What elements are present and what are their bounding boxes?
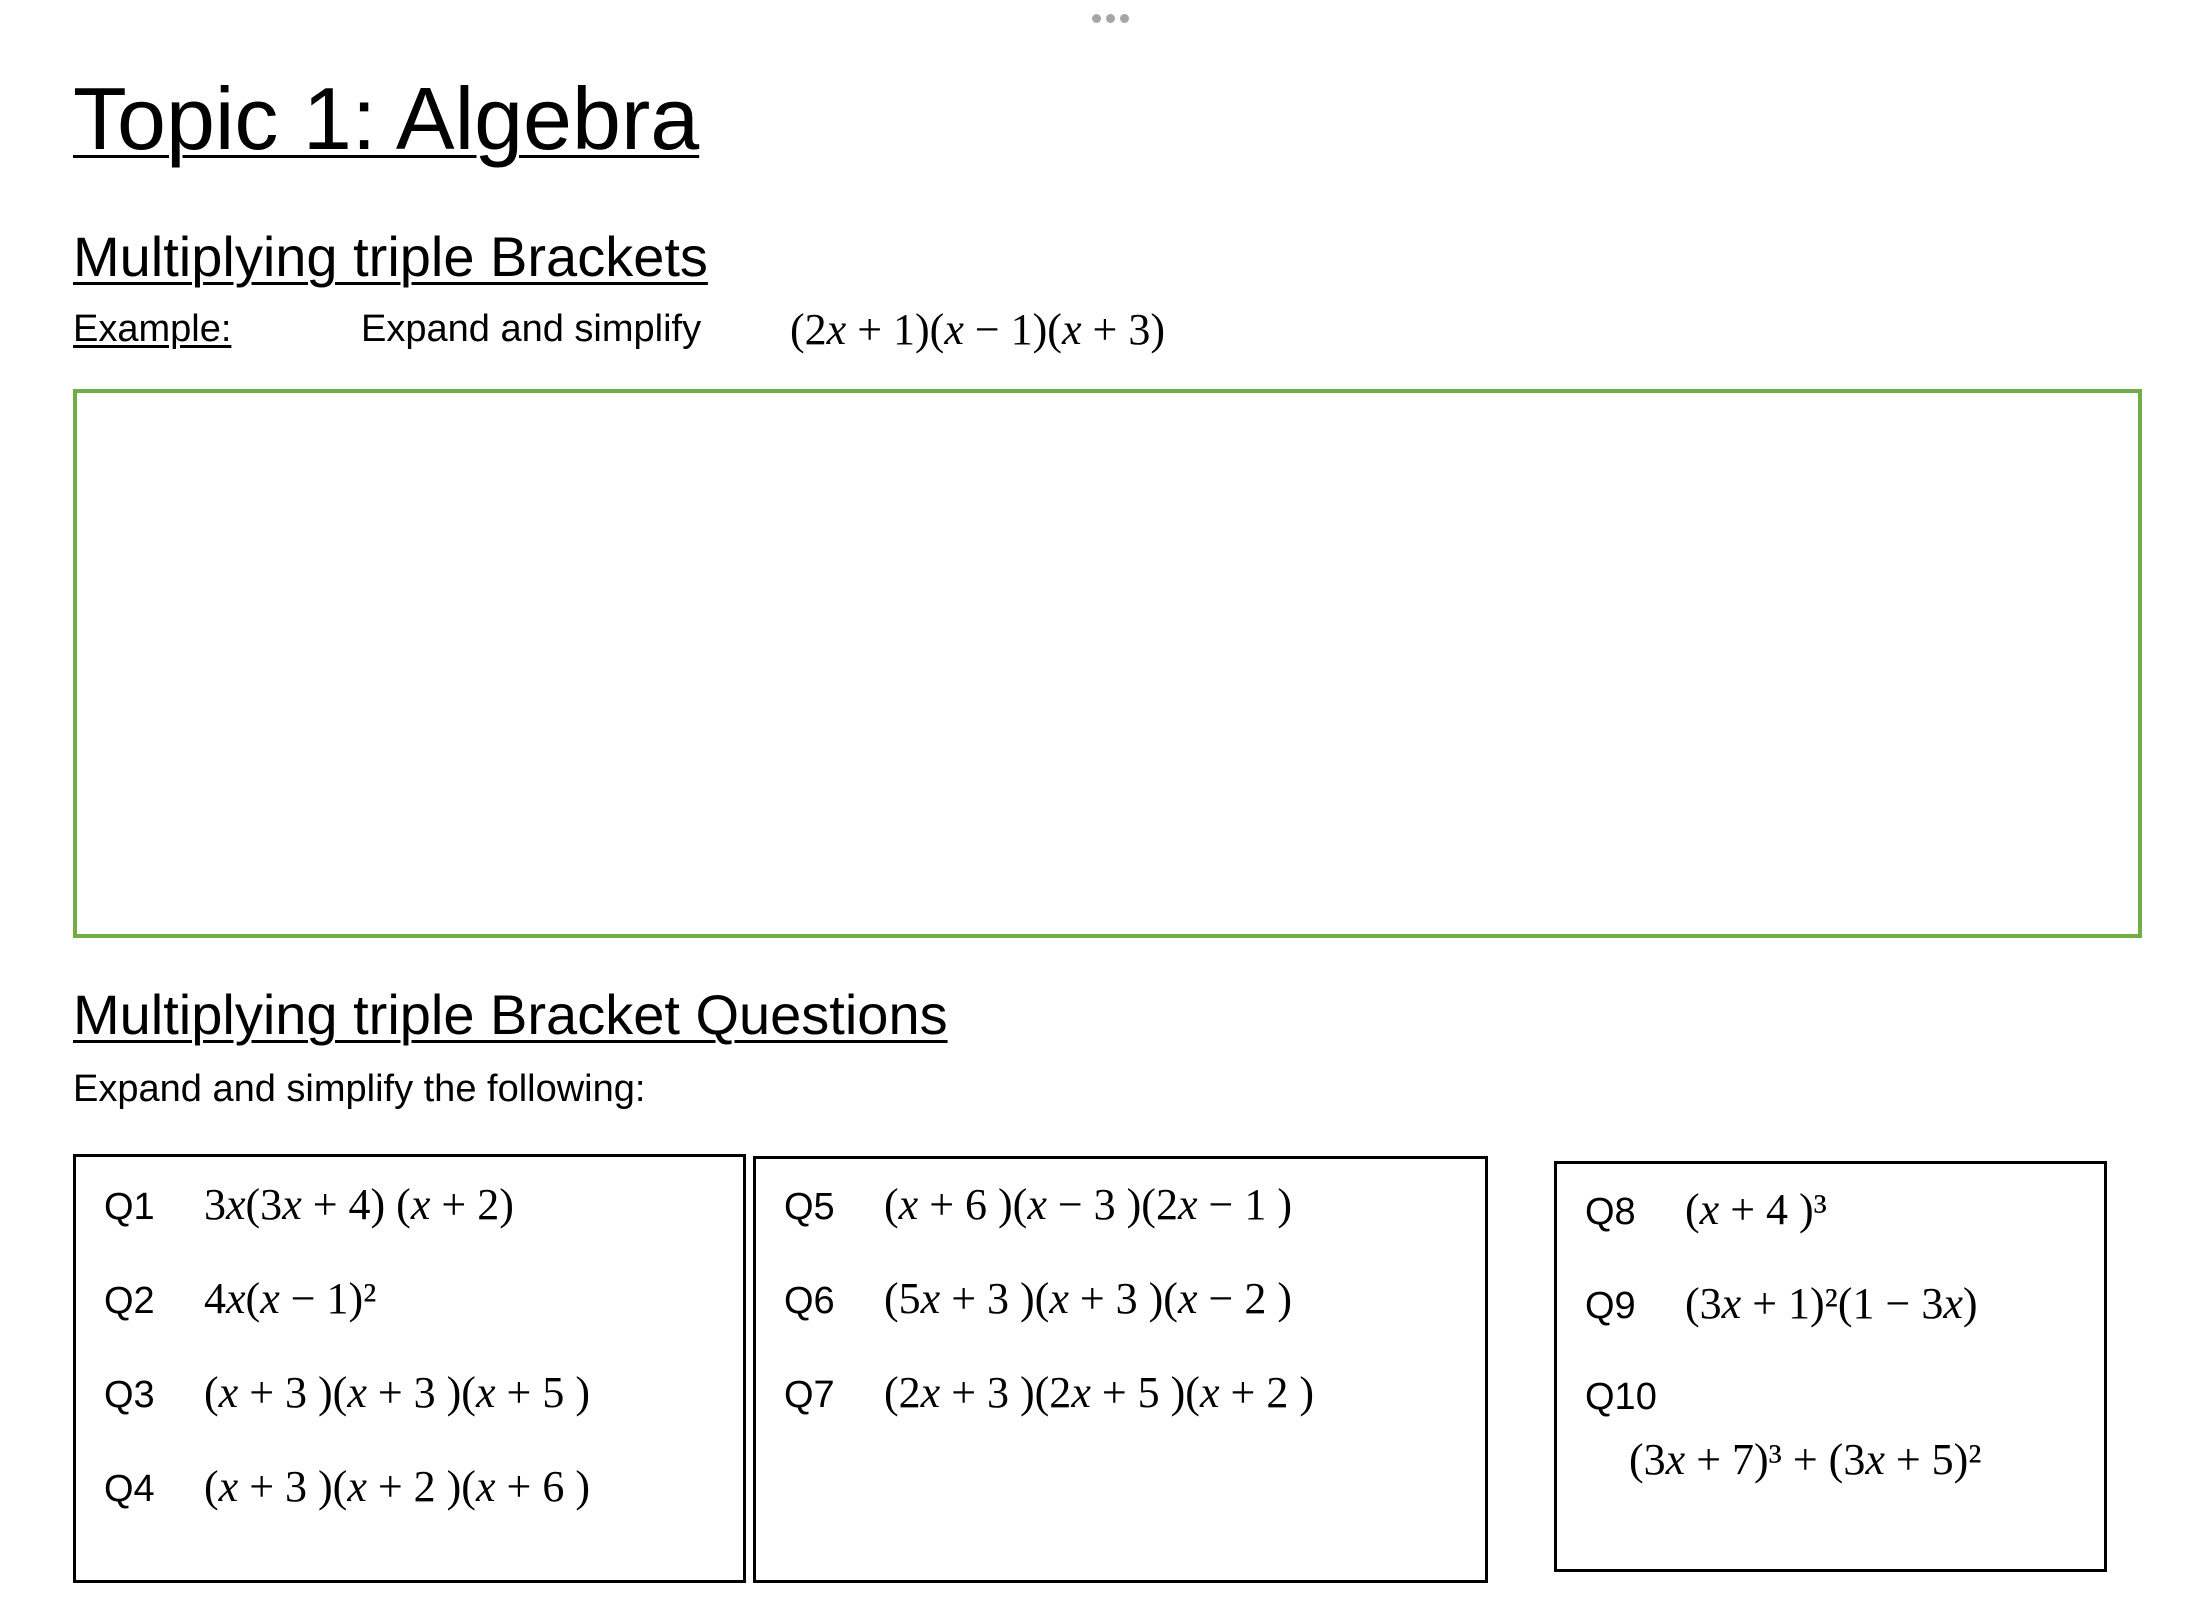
question-label: Q10 (1585, 1376, 1657, 1418)
example-working-box[interactable] (73, 389, 2142, 938)
question-box-3 (1554, 1161, 2107, 1572)
dot (1092, 14, 1101, 23)
question-expression: (3x + 7)³ + (3x + 5)² (1629, 1435, 1982, 1484)
example-label: Example: (73, 308, 232, 350)
question-label: Q7 (784, 1374, 835, 1416)
page-title: Topic 1: Algebra (73, 69, 700, 168)
question-q8 (1585, 1184, 1827, 1235)
dot (1106, 14, 1115, 23)
questions-heading: Multiplying triple Bracket Questions (73, 983, 948, 1046)
question-q4 (104, 1461, 590, 1512)
question-expression: (x + 4 )³ (1685, 1185, 1827, 1234)
question-expression: (x + 3 )(x + 2 )(x + 6 ) (204, 1462, 590, 1511)
question-expression: (x + 6 )(x − 3 )(2x − 1 ) (884, 1180, 1292, 1229)
question-q1 (104, 1179, 514, 1230)
question-label: Q2 (104, 1280, 155, 1322)
more-options-icon[interactable] (1092, 14, 1129, 23)
question-box-1 (73, 1154, 746, 1583)
question-q3 (104, 1367, 590, 1418)
question-expression: 4x(x − 1)² (204, 1274, 377, 1323)
question-q7 (784, 1367, 1314, 1418)
question-label: Q4 (104, 1468, 155, 1510)
question-expression: (2x + 3 )(2x + 5 )(x + 2 ) (884, 1368, 1314, 1417)
question-box-2 (753, 1156, 1488, 1583)
dot (1120, 14, 1129, 23)
question-label: Q8 (1585, 1191, 1636, 1233)
question-expression: (x + 3 )(x + 3 )(x + 5 ) (204, 1368, 590, 1417)
question-label: Q1 (104, 1186, 155, 1228)
question-label: Q9 (1585, 1285, 1636, 1327)
questions-instruction: Expand and simplify the following: (73, 1068, 646, 1110)
question-label: Q5 (784, 1186, 835, 1228)
question-q9 (1585, 1278, 1978, 1329)
question-label: Q6 (784, 1280, 835, 1322)
question-q2 (104, 1273, 376, 1324)
question-q6 (784, 1273, 1292, 1324)
question-label: Q3 (104, 1374, 155, 1416)
question-q5 (784, 1179, 1292, 1230)
question-expression: (3x + 1)²(1 − 3x) (1685, 1279, 1978, 1328)
question-q10 (1585, 1376, 1685, 1419)
question-expression: 3x(3x + 4) (x + 2) (204, 1180, 514, 1229)
example-expression: (2x + 1)(x − 1)(x + 3) (790, 305, 1165, 354)
example-heading: Multiplying triple Brackets (73, 225, 708, 288)
example-instruction: Expand and simplify (361, 308, 702, 350)
question-expression: (5x + 3 )(x + 3 )(x − 2 ) (884, 1274, 1292, 1323)
